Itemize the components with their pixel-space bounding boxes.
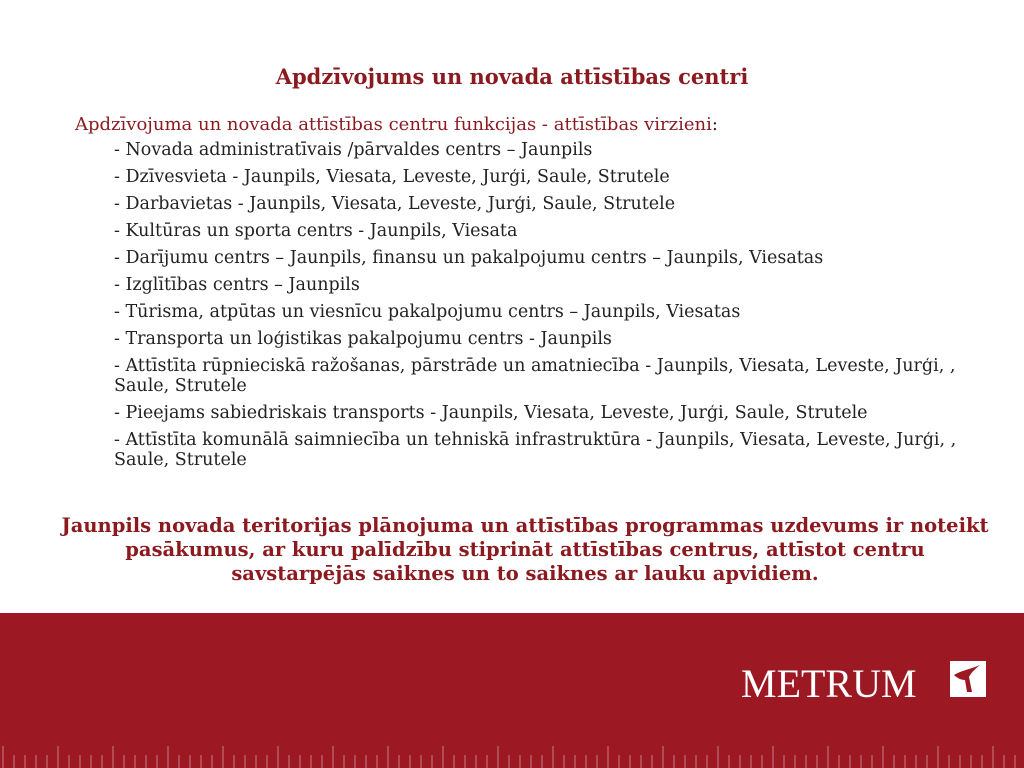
- bullet-item: - Attīstīta rūpnieciskā ražošanas, pārstrāde un amatniecība - Jaunpils, Viesata, Leveste, Jurģi, , Saule, Strutele: [114, 356, 956, 396]
- bullet-item: - Darbavietas - Jaunpils, Viesata, Leveste, Jurģi, Saule, Strutele: [114, 194, 676, 214]
- bullet-item: - Tūrisma, atpūtas un viesnīcu pakalpojumu centrs – Jaunpils, Viesatas: [114, 302, 741, 322]
- bullet-item: - Attīstīta komunālā saimniecība un tehniskā infrastruktūra - Jaunpils, Viesata, Leveste, Jurģi, , Saule, Strutele: [114, 430, 957, 470]
- subtitle-text: Apdzīvojuma un novada attīstības centru funkcijas - attīstības virzieni: [75, 114, 712, 135]
- metrum-logo-icon: [950, 661, 986, 697]
- bullet-item: - Izglītības centrs – Jaunpils: [114, 275, 360, 295]
- bullet-item: - Dzīvesvieta - Jaunpils, Viesata, Leveste, Jurģi, Saule, Strutele: [114, 167, 670, 187]
- bullet-item: - Transporta un loģistikas pakalpojumu centrs - Jaunpils: [114, 329, 612, 349]
- subtitle-colon: :: [711, 114, 718, 135]
- bullet-list: [114, 140, 974, 477]
- metrum-logo-text: METRUM: [741, 661, 917, 706]
- bullet-item: - Darījumu centrs – Jaunpils, finansu un pakalpojumu centrs – Jaunpils, Viesatas: [114, 248, 824, 268]
- bullet-item: - Kultūras un sporta centrs - Jaunpils, Viesata: [114, 221, 518, 241]
- bullet-item: - Novada administratīvais /pārvaldes centrs – Jaunpils: [114, 140, 593, 160]
- slide-title: Apdzīvojums un novada attīstības centri: [275, 64, 749, 89]
- bullet-item: - Pieejams sabiedriskais transports - Jaunpils, Viesata, Leveste, Jurģi, Saule, Strutele: [114, 403, 868, 423]
- conclusion-text: Jaunpils novada teritorijas plānojuma un attīstības programmas uzdevums ir noteikt pasākumus, ar kuru palīdzību stiprināt attīstības centrus, attīstot centru savstarpējās saiknes un to saiknes ar lauku apvidiem.: [61, 514, 989, 585]
- subtitle: [75, 113, 718, 137]
- ruler-decoration: [0, 724, 1024, 768]
